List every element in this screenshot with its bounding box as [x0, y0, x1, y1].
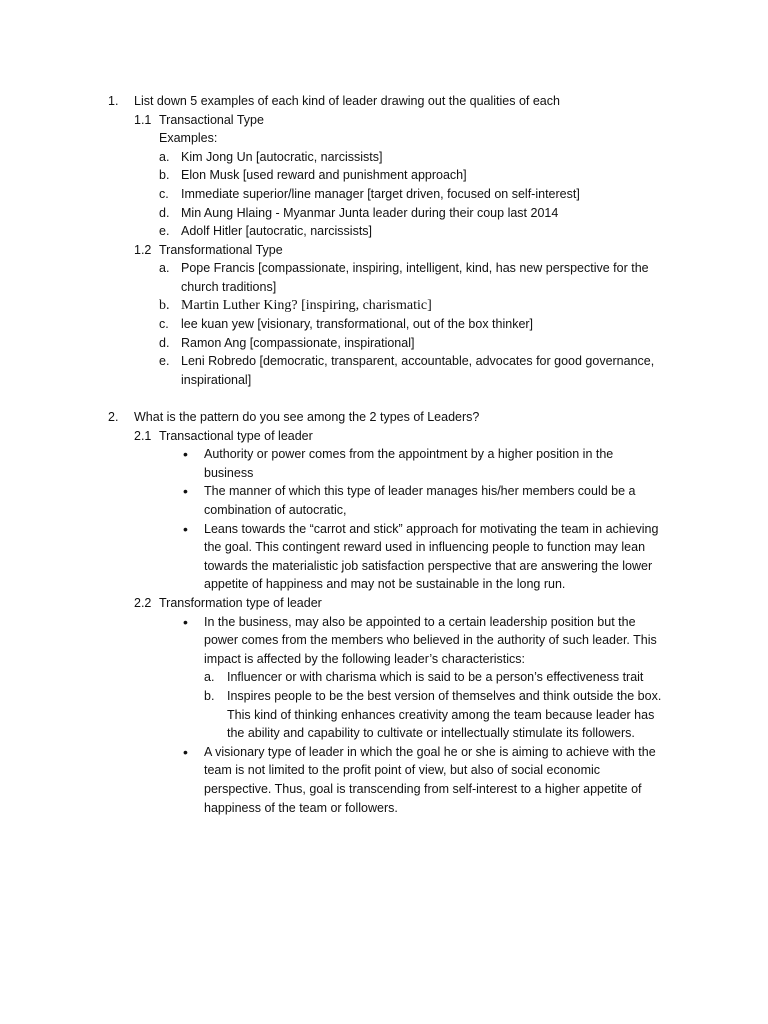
section-2-2-heading: [0, 594, 768, 613]
section-2-1-title: Transactional type of leader: [159, 428, 313, 443]
bullet-continuation: [0, 501, 768, 520]
bullet-text: A visionary type of leader in which the goal he or she is aiming to achieve with the: [204, 744, 656, 759]
bullet-text: appetite of happiness and may not be sustainable in the long run.: [204, 577, 566, 592]
list-item: [0, 185, 768, 204]
question-1-text: List down 5 examples of each kind of leader drawing out the qualities of each: [134, 94, 560, 108]
bullet-text: happiness of the team or followers.: [204, 800, 398, 815]
blank-line: [0, 390, 768, 409]
bullet-glyph: •: [183, 483, 188, 500]
sub-list-continuation: [0, 724, 768, 743]
list-item-text: the ability and capability to cultivate or intellectually stimulate its followers.: [227, 726, 635, 741]
section-2-2-title: Transformation type of leader: [159, 596, 322, 611]
list-marker: a.: [204, 670, 215, 685]
list-item-text: Leni Robredo [democratic, transparent, accountable, advocates for good governance,: [181, 354, 655, 369]
list-item-text: inspirational]: [181, 372, 252, 387]
bullet-continuation: [0, 575, 768, 594]
bullet-glyph: •: [183, 520, 188, 537]
examples-label-row: [0, 129, 768, 148]
question-1-number: 1.: [108, 94, 119, 108]
section-2-1-number: 2.1: [134, 428, 152, 443]
list-item-text: church traditions]: [181, 279, 277, 294]
list-marker: b.: [204, 689, 215, 703]
section-1-1-heading: [0, 111, 768, 130]
question-2: [0, 408, 768, 427]
bullet-continuation: [0, 631, 768, 650]
bullet-item: [0, 743, 768, 762]
bullet-glyph: •: [183, 743, 188, 760]
bullet-glyph: •: [183, 613, 188, 630]
list-marker: c.: [159, 317, 169, 332]
bullet-text: combination of autocratic,: [204, 503, 347, 518]
section-1-2-number: 1.2: [134, 242, 152, 257]
list-item-text: lee kuan yew [visionary, transformational, out of the box thinker]: [181, 317, 534, 332]
bullet-continuation: [0, 799, 768, 818]
list-item-continuation: [0, 371, 768, 390]
list-item: [0, 334, 768, 353]
question-2-text: What is the pattern do you see among the 2 types of Leaders?: [134, 410, 480, 425]
list-item: [0, 222, 768, 241]
bullet-glyph: •: [183, 446, 188, 463]
bullet-item: [0, 482, 768, 501]
list-item: [0, 352, 768, 371]
list-item-text: This kind of thinking enhances creativity among the team because leader has: [227, 707, 655, 722]
bullet-text: team is not limited to the profit point of view, but also of social economic: [204, 763, 601, 778]
list-item-continuation: [0, 278, 768, 297]
section-2-1-heading: [0, 427, 768, 446]
examples-label: Examples:: [159, 131, 218, 146]
list-item-text: Adolf Hitler [autocratic, narcissists]: [181, 224, 373, 239]
list-item: [0, 315, 768, 334]
question-1: [0, 92, 768, 111]
bullet-text: Leans towards the “carrot and stick” approach for motivating the team in achieving: [204, 521, 659, 536]
list-item-text: Influencer or with charisma which is said to be a person’s effectiveness trait: [227, 670, 644, 685]
section-1-1-title: Transactional Type: [159, 112, 264, 127]
list-item-text: Martin Luther King? [inspiring, charismatic]: [181, 297, 432, 313]
list-marker: a.: [159, 149, 170, 164]
list-marker: e.: [159, 224, 170, 239]
list-item-text: Elon Musk [used reward and punishment approach]: [181, 168, 467, 183]
list-item-text: Inspires people to be the best version of themselves and think outside the box.: [227, 689, 662, 703]
bullet-text: The manner of which this type of leader manages his/her members could be a: [204, 484, 636, 499]
list-item-text: Ramon Ang [compassionate, inspirational]: [181, 335, 415, 350]
bullet-item: [0, 613, 768, 632]
list-marker: d.: [159, 205, 170, 220]
list-item: [0, 297, 768, 316]
list-item-text: Immediate superior/line manager [target driven, focused on self-interest]: [181, 186, 580, 201]
question-2-number: 2.: [108, 410, 119, 425]
bullet-text: towards the materialistic job satisfaction perspective that are answering the lower: [204, 558, 653, 573]
list-item: [0, 259, 768, 278]
section-1-2-heading: [0, 241, 768, 260]
bullet-text: business: [204, 465, 254, 480]
list-marker: c.: [159, 186, 169, 201]
list-item: [0, 204, 768, 223]
section-1-2-title: Transformational Type: [159, 242, 283, 257]
bullet-text: the goal. This contingent reward used in influencing people to function may lean: [204, 540, 646, 555]
list-marker: a.: [159, 261, 170, 276]
bullet-continuation: [0, 538, 768, 557]
bullet-text: power comes from the members who believed in the authority of such leader. This: [204, 633, 657, 648]
bullet-text: In the business, may also be appointed to a certain leadership position but the: [204, 614, 636, 629]
bullet-continuation: [0, 780, 768, 799]
document-page: [0, 92, 768, 817]
list-item: [0, 166, 768, 185]
sub-list-continuation: [0, 706, 768, 725]
sub-list-item: [0, 687, 768, 706]
bullet-item: [0, 445, 768, 464]
list-item-text: Min Aung Hlaing - Myanmar Junta leader during their coup last 2014: [181, 205, 559, 220]
list-marker: d.: [159, 335, 170, 350]
bullet-text: Authority or power comes from the appointment by a higher position in the: [204, 447, 614, 462]
bullet-text: impact is affected by the following leader’s characteristics:: [204, 651, 525, 666]
list-item-text: Pope Francis [compassionate, inspiring, intelligent, kind, has new perspective for the: [181, 261, 649, 276]
bullet-continuation: [0, 464, 768, 483]
list-item-text: Kim Jong Un [autocratic, narcissists]: [181, 149, 383, 164]
list-marker: b.: [159, 297, 170, 313]
section-1-1-number: 1.1: [134, 112, 152, 127]
bullet-continuation: [0, 761, 768, 780]
bullet-text: perspective. Thus, goal is transcending from self-interest to a higher appetite of: [204, 781, 642, 796]
section-2-2-number: 2.2: [134, 596, 152, 611]
list-item: [0, 148, 768, 167]
list-marker: b.: [159, 168, 170, 183]
sub-list-item: [0, 668, 768, 687]
bullet-continuation: [0, 650, 768, 669]
bullet-continuation: [0, 557, 768, 576]
bullet-item: [0, 520, 768, 539]
list-marker: e.: [159, 354, 170, 369]
